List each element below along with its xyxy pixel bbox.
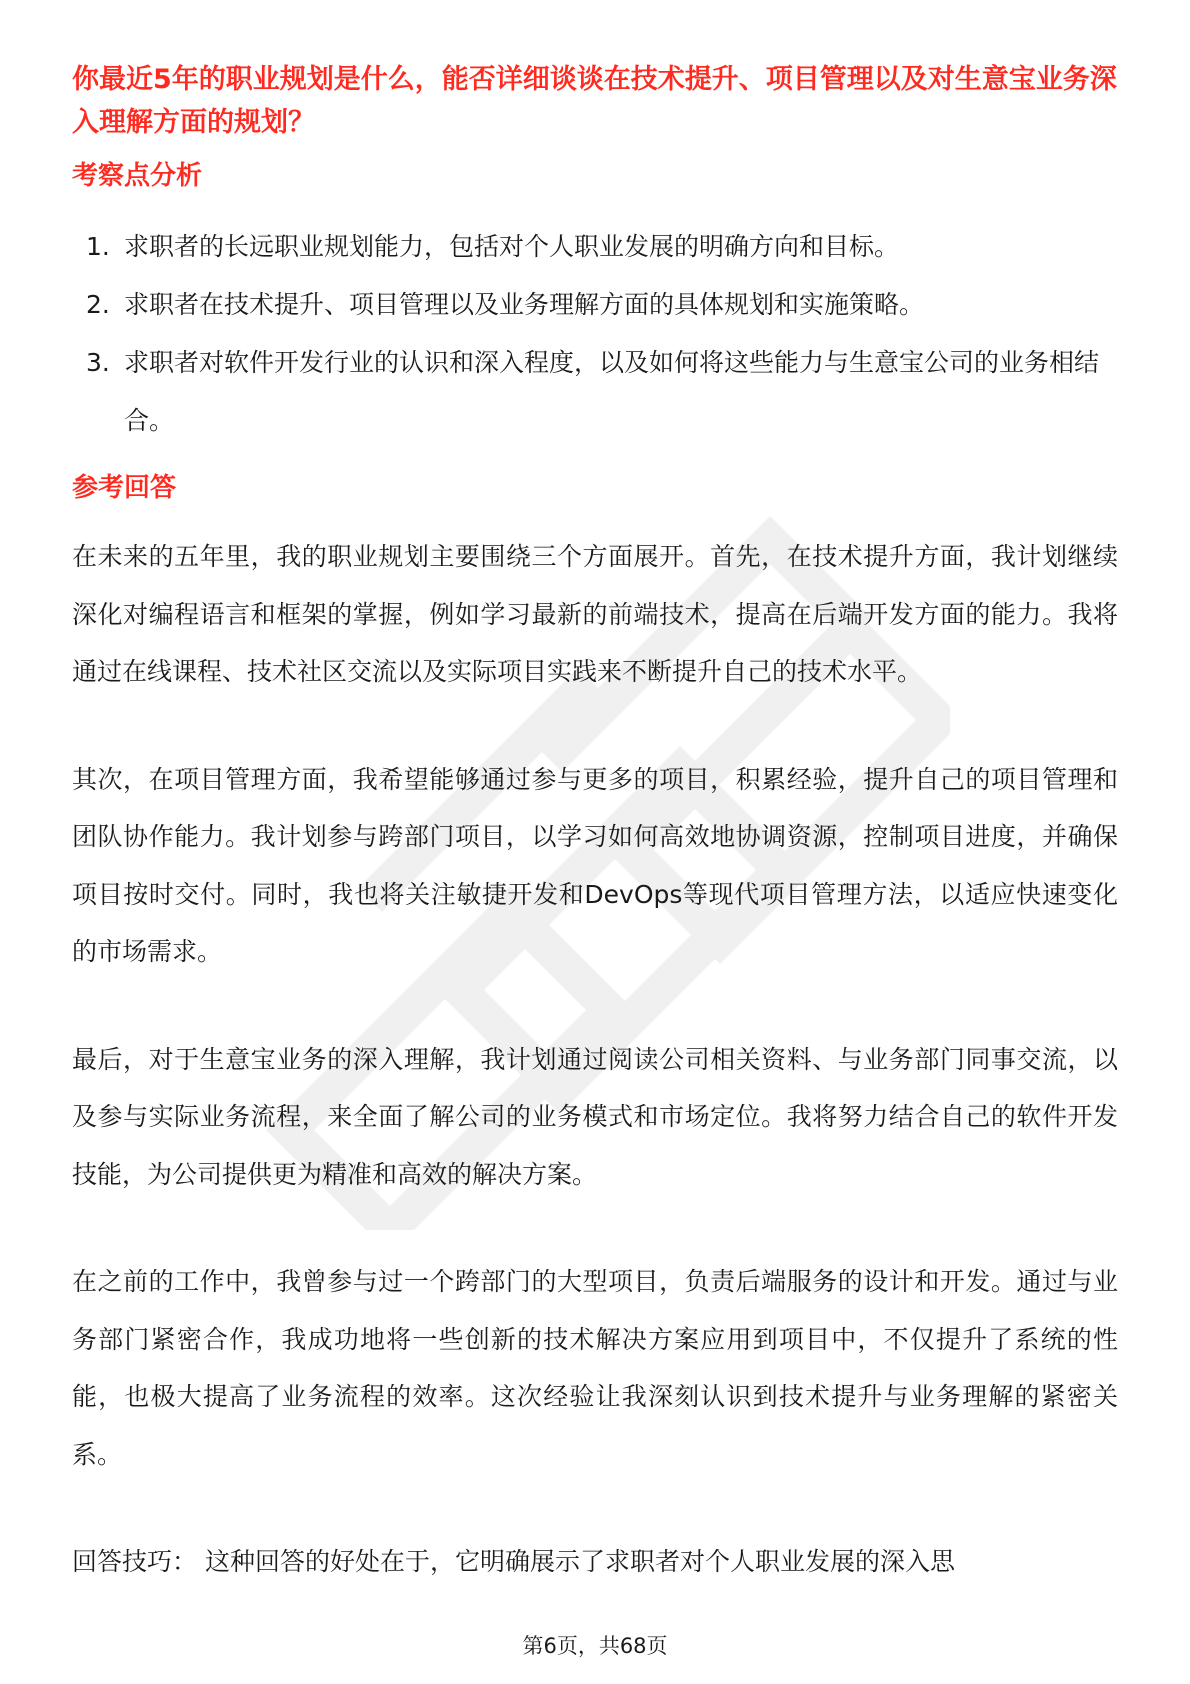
answer-paragraph: 最后，对于生意宝业务的深入理解，我计划通过阅读公司相关资料、与业务部门同事交流，以及参与实际业务流程，来全面了解公司的业务模式和市场定位。我将努力结合自己的软件开发技能，为公司提供更为精准和高效的解决方案。 (72, 1044, 1118, 1189)
list-number: 1. (86, 232, 110, 261)
answer-paragraph: 在未来的五年里，我的职业规划主要围绕三个方面展开。首先，在技术提升方面，我计划继续深化对编程语言和框架的掌握，例如学习最新的前端技术，提高在后端开发方面的能力。我将通过在线课程、技术社区交流以及实际项目实践来不断提升自己的技术水平。 (72, 542, 1118, 686)
document-page (72, 58, 1118, 1591)
answer-heading: 参考回答 (72, 473, 177, 503)
list-text: 求职者对软件开发行业的认识和深入程度，以及如何将这些能力与生意宝公司的业务相结合。 (124, 348, 1100, 435)
answer-tips: 回答技巧： 这种回答的好处在于，它明确展示了求职者对个人职业发展的深入思 (72, 1547, 955, 1576)
analysis-point (72, 334, 1118, 450)
list-number: 2. (86, 290, 110, 319)
analysis-point (72, 276, 1118, 334)
answer-body (72, 528, 1118, 1591)
question-heading: 你最近5年的职业规划是什么，能否详细谈谈在技术提升、项目管理以及对生意宝业务深入理解方面的规划？ (72, 64, 1117, 138)
list-text: 求职者在技术提升、项目管理以及业务理解方面的具体规划和实施策略。 (124, 290, 925, 319)
list-number: 3. (86, 348, 110, 377)
page-number: 第6页，共68页 (522, 1634, 668, 1658)
analysis-list (72, 218, 1118, 450)
answer-paragraph: 在之前的工作中，我曾参与过一个跨部门的大型项目，负责后端服务的设计和开发。通过与业务部门紧密合作，我成功地将一些创新的技术解决方案应用到项目中，不仅提升了系统的性能，也极大提高了业务流程的效率。这次经验让我深刻认识到技术提升与业务理解的紧密关系。 (72, 1267, 1118, 1469)
answer-paragraph: 其次，在项目管理方面，我希望能够通过参与更多的项目，积累经验，提升自己的项目管理和团队协作能力。我计划参与跨部门项目，以学习如何高效地协调资源，控制项目进度，并确保项目按时交付。同时，我也将关注敏捷开发和DevOps等现代项目管理方法，以适应快速变化的市场需求。 (72, 764, 1118, 966)
analysis-heading: 考察点分析 (72, 161, 203, 191)
list-text: 求职者的长远职业规划能力，包括对个人职业发展的明确方向和目标。 (124, 232, 900, 261)
analysis-point (72, 218, 1118, 276)
